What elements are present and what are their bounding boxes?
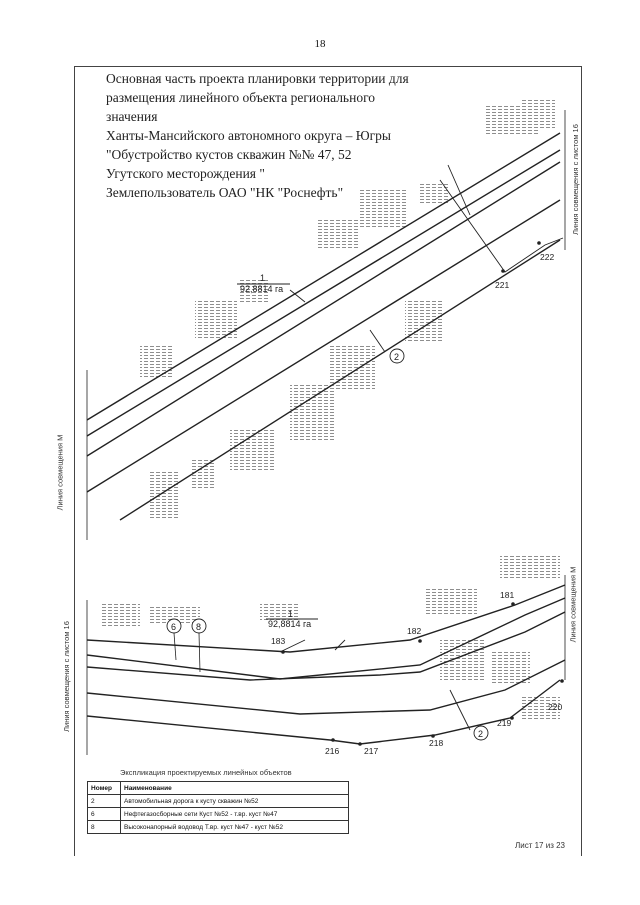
point-221-dot — [501, 269, 505, 273]
title-line-5: "Обустройство кустов скважин №№ 47, 52 — [106, 147, 352, 162]
point-182-dot — [418, 639, 422, 643]
legend-row-name: Высоконапорный водовод Т.вр. куст №47 - куст №52 — [121, 821, 349, 834]
legend-caption: Экспликация проектируемых линейных объектов — [120, 768, 292, 777]
point-181-dot — [511, 602, 515, 606]
terrain-hatch-lower — [100, 555, 563, 720]
title-line-1: Основная часть проекта планировки территории для — [106, 71, 409, 86]
legend-table — [87, 781, 349, 834]
match-line-m-right: Линия совмещения М — [568, 566, 578, 643]
sheet-label: Лист 17 из 23 — [515, 841, 565, 850]
table-row — [88, 821, 349, 834]
point-218: 218 — [429, 738, 444, 748]
legend-row-number: 2 — [88, 795, 121, 808]
legend-header-number: Номер — [88, 782, 121, 795]
point-222-dot — [537, 241, 541, 245]
legend-row-number: 8 — [88, 821, 121, 834]
point-216: 216 — [325, 746, 340, 756]
match-line-16-left: Линия совмещения с листом 16 — [61, 621, 71, 732]
lower-area-number: 1 — [288, 609, 294, 619]
point-217-dot — [358, 742, 362, 746]
page-number: 18 — [314, 38, 326, 50]
point-182: 182 — [407, 626, 422, 636]
table-row — [88, 808, 349, 821]
point-221: 221 — [495, 280, 510, 290]
point-222: 222 — [540, 252, 555, 262]
object-marker-6-label: 6 — [171, 622, 177, 632]
upper-area-number: 1 — [260, 273, 266, 283]
match-line-m-left: Линия совмещения М — [55, 434, 65, 511]
upper-area-value: 92,8814 га — [240, 284, 284, 294]
point-220-dot — [560, 679, 564, 683]
legend-header-row — [88, 782, 349, 795]
legend-row-name: Нефтегазосборные сети Куст №52 - т.вр. куст №47 — [121, 808, 349, 821]
title-line-6: Угутского месторождения " — [106, 166, 265, 181]
title-line-2: размещения линейного объекта регионального — [106, 90, 376, 105]
point-181: 181 — [500, 590, 515, 600]
point-219: 219 — [497, 718, 512, 728]
point-183-dot — [281, 650, 285, 654]
legend-row-name: Автомобильная дорога к кусту скважин №52 — [121, 795, 349, 808]
legend-row-number: 6 — [88, 808, 121, 821]
table-row — [88, 795, 349, 808]
title-line-7: Землепользователь ОАО "НК "Роснефть" — [106, 185, 344, 200]
terrain-hatch-upper — [140, 100, 555, 520]
object-marker-8-label: 8 — [196, 622, 202, 632]
point-220: 220 — [548, 702, 563, 712]
point-217: 217 — [364, 746, 379, 756]
point-183: 183 — [271, 636, 286, 646]
match-line-16-right: Линия совмещения с листом 16 — [570, 124, 580, 235]
object-marker-2-lower-label: 2 — [478, 729, 484, 739]
lower-area-value: 92,8814 га — [268, 619, 312, 629]
title-line-3: значения — [106, 109, 158, 124]
title-line-4: Ханты-Мансийского автономного округа – Югры — [106, 128, 391, 143]
object-marker-2-upper-label: 2 — [394, 352, 400, 362]
legend-header-name: Наименование — [121, 782, 349, 795]
point-216-dot — [331, 738, 335, 742]
upper-corridor-lines — [87, 133, 560, 520]
